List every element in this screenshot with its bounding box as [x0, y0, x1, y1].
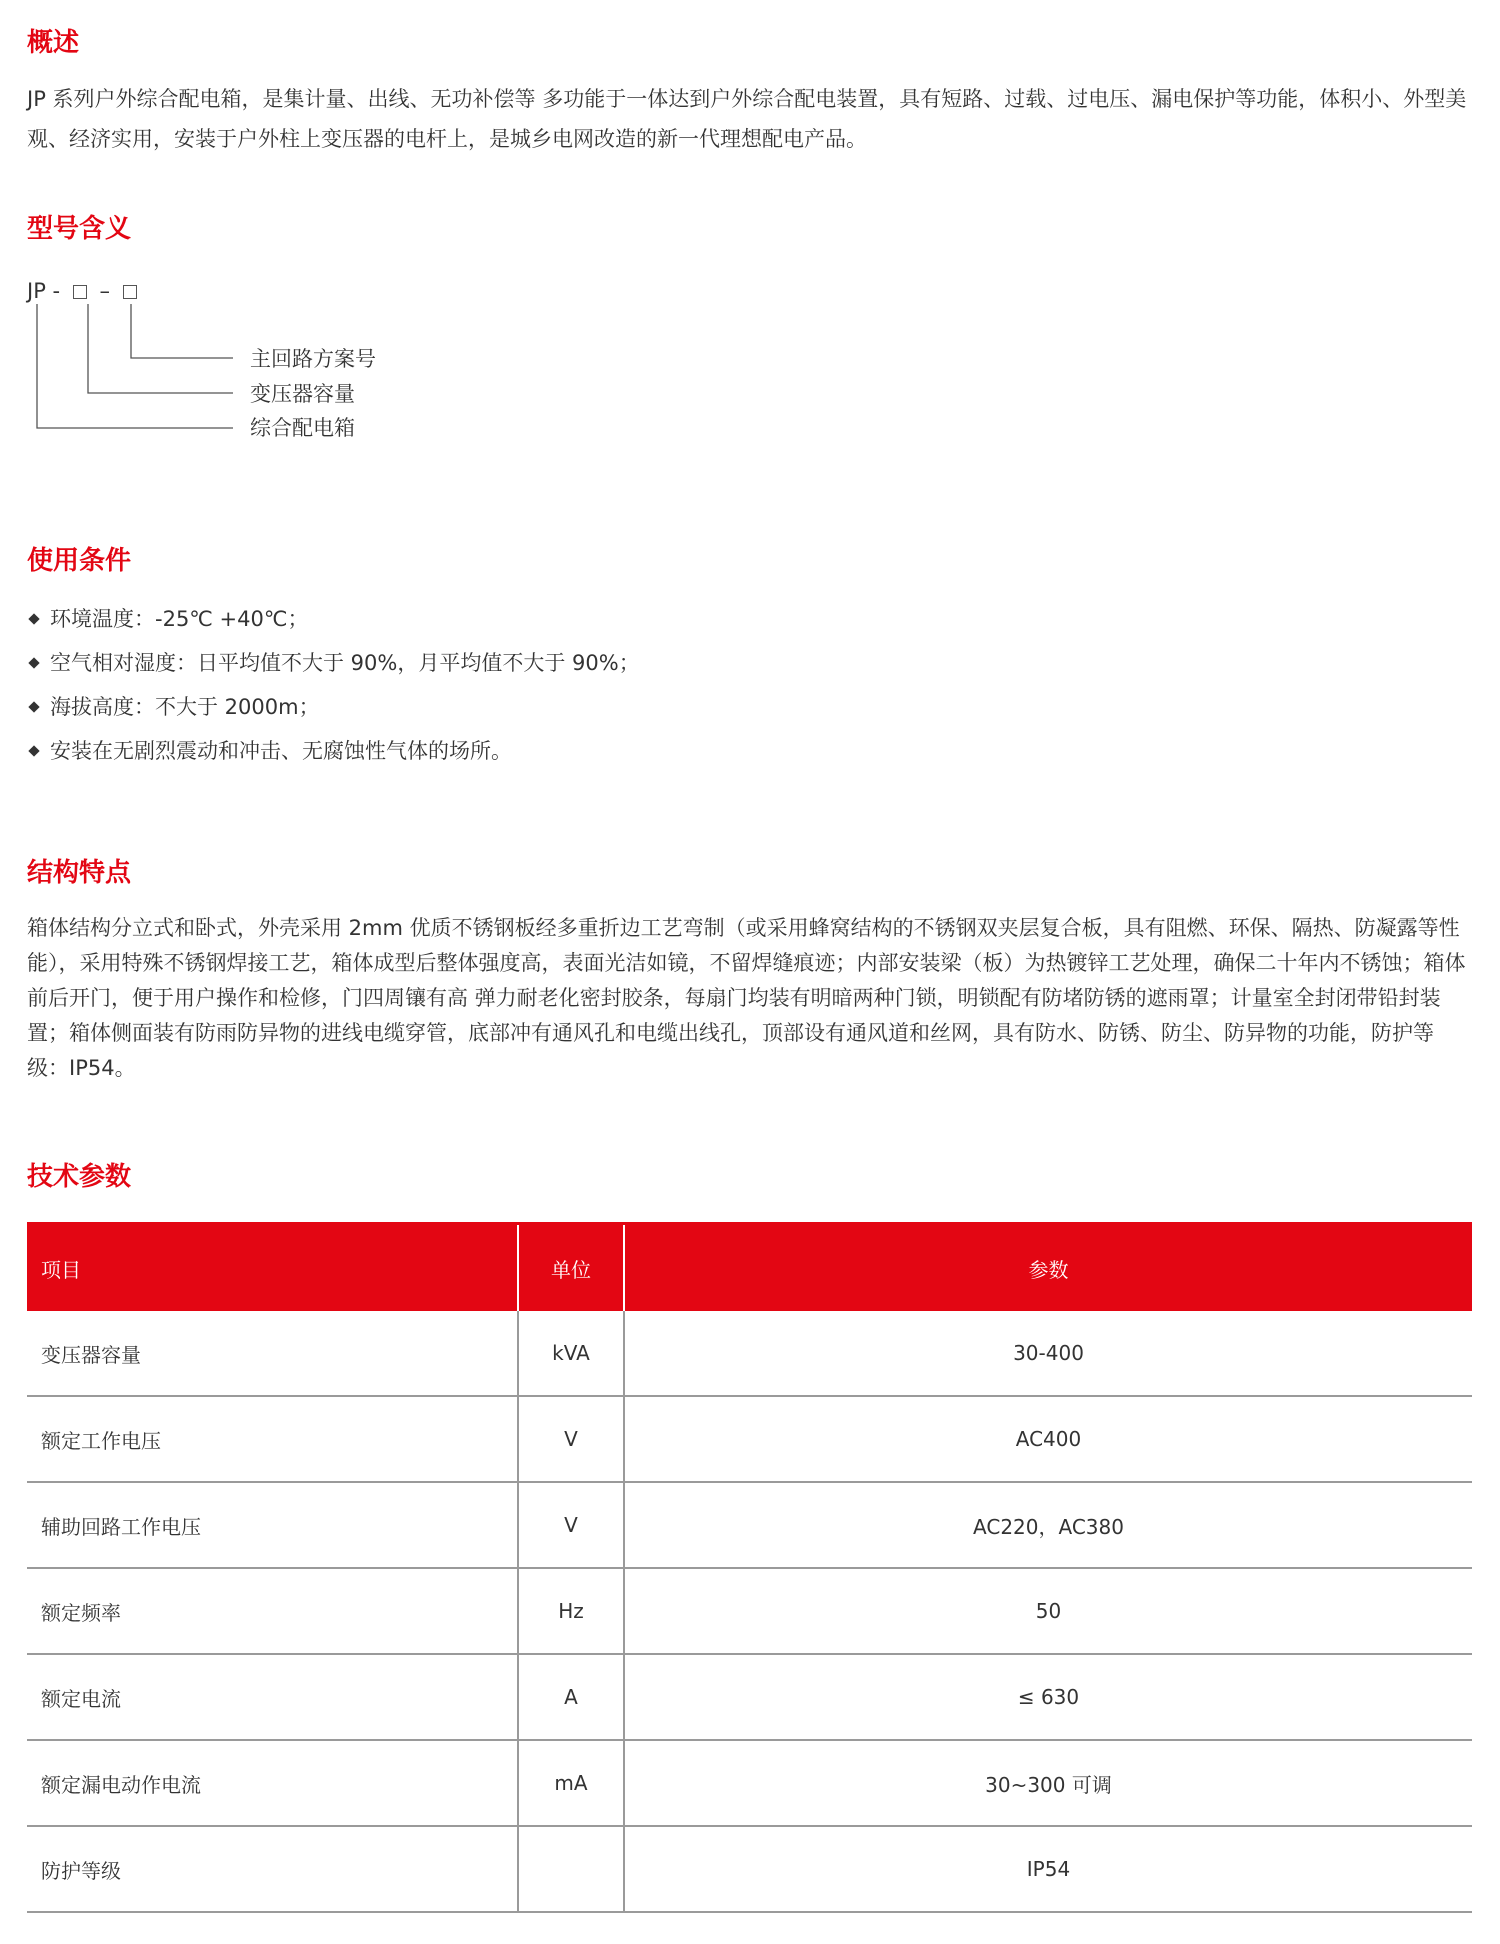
- table-row: [27, 1311, 1472, 1396]
- cell-value: AC220，AC380: [624, 1482, 1472, 1568]
- cell-unit: V: [518, 1482, 624, 1568]
- table-row: [27, 1654, 1472, 1740]
- table-row: [27, 1396, 1472, 1482]
- cell-unit: A: [518, 1654, 624, 1740]
- bullet-icon: [28, 657, 39, 668]
- params-title: 技术参数: [27, 1162, 132, 1192]
- model-title: 型号含义: [27, 214, 132, 244]
- model-code-sep2: –: [99, 279, 110, 303]
- bullet-icon: [28, 701, 39, 712]
- header-item: 项目: [27, 1224, 518, 1312]
- cell-unit: Hz: [518, 1568, 624, 1654]
- cell-item: 额定频率: [27, 1568, 518, 1654]
- model-label-box: 综合配电箱: [250, 416, 355, 440]
- table-row: [27, 1482, 1472, 1568]
- cell-item: 防护等级: [27, 1826, 518, 1912]
- table-row: [27, 1568, 1472, 1654]
- list-item: 海拔高度：不大于 2000m；: [27, 685, 640, 729]
- table-row: [27, 1740, 1472, 1826]
- structure-text: 箱体结构分立式和卧式，外壳采用 2mm 优质不锈钢板经多重折边工艺弯制（或采用蜂窝结构的不锈钢双夹层复合板，具有阻燃、环保、隔热、防凝露等性能），采用特殊不锈钢焊接工艺，箱体成型后整体强度高，表面光洁如镜，不留焊缝痕迹；内部安装梁（板）为热镀锌工艺处理，确保二十年内不锈蚀；箱体前后开门，便于用户操作和检修，门四周镶有高 弹力耐老化密封胶条，每扇门均装有明暗两种门锁，明锁配有防堵防锈的遮雨罩；计量室全封闭带铅封装置；箱体侧面装有防雨防异物的进线电缆穿管，底部冲有通风孔和电缆出线孔，顶部设有通风道和丝网，具有防水、防锈、防尘、防异物的功能，防护等级：IP54。: [27, 916, 1466, 1080]
- bullet-icon: [28, 613, 39, 624]
- cell-value: 50: [624, 1568, 1472, 1654]
- cell-unit: kVA: [518, 1311, 624, 1396]
- conditions-list: [27, 597, 640, 773]
- leader-line-box: [37, 304, 233, 428]
- overview-title: 概述: [27, 28, 80, 58]
- model-code-sep1: -: [52, 279, 61, 303]
- structure-title: 结构特点: [27, 858, 132, 888]
- cell-item: 变压器容量: [27, 1311, 518, 1396]
- overview-text: JP 系列户外综合配电箱，是集计量、出线、无功补偿等 多功能于一体达到户外综合配电装置，具有短路、过载、过电压、漏电保护等功能，体积小、外型美观、经济实用，安装于户外柱上变压器的电杆上，是城乡电网改造的新一代理想配电产品。: [27, 87, 1467, 151]
- model-label-scheme: 主回路方案号: [250, 347, 376, 371]
- model-label-capacity: 变压器容量: [250, 382, 355, 406]
- cell-value: ≤ 630: [624, 1654, 1472, 1740]
- model-leader-lines: [27, 262, 447, 452]
- list-item: 环境温度：-25℃ +40℃；: [27, 597, 640, 641]
- model-diagram: [27, 262, 447, 452]
- cell-value: 30-400: [624, 1311, 1472, 1396]
- leader-line-scheme: [131, 304, 233, 358]
- cell-item: 额定漏电动作电流: [27, 1740, 518, 1826]
- cell-unit: V: [518, 1396, 624, 1482]
- leader-line-capacity: [88, 304, 233, 393]
- list-item: 安装在无剧烈震动和冲击、无腐蚀性气体的场所。: [27, 729, 640, 773]
- list-item: 空气相对湿度：日平均值不大于 90%，月平均值不大于 90%；: [27, 641, 640, 685]
- table-row: [27, 1826, 1472, 1912]
- conditions-title: 使用条件: [27, 546, 132, 576]
- cell-item: 额定电流: [27, 1654, 518, 1740]
- bullet-icon: [28, 745, 39, 756]
- model-code-prefix: JP: [27, 279, 46, 303]
- cell-value: IP54: [624, 1826, 1472, 1912]
- cell-value: 30~300 可调: [624, 1740, 1472, 1826]
- cell-unit: [518, 1826, 624, 1912]
- cell-unit: mA: [518, 1740, 624, 1826]
- params-table: [27, 1222, 1472, 1913]
- cell-item: 额定工作电压: [27, 1396, 518, 1482]
- header-unit: 单位: [518, 1224, 624, 1312]
- table-header-row: [27, 1224, 1472, 1312]
- header-value: 参数: [624, 1224, 1472, 1312]
- cell-item: 辅助回路工作电压: [27, 1482, 518, 1568]
- cell-value: AC400: [624, 1396, 1472, 1482]
